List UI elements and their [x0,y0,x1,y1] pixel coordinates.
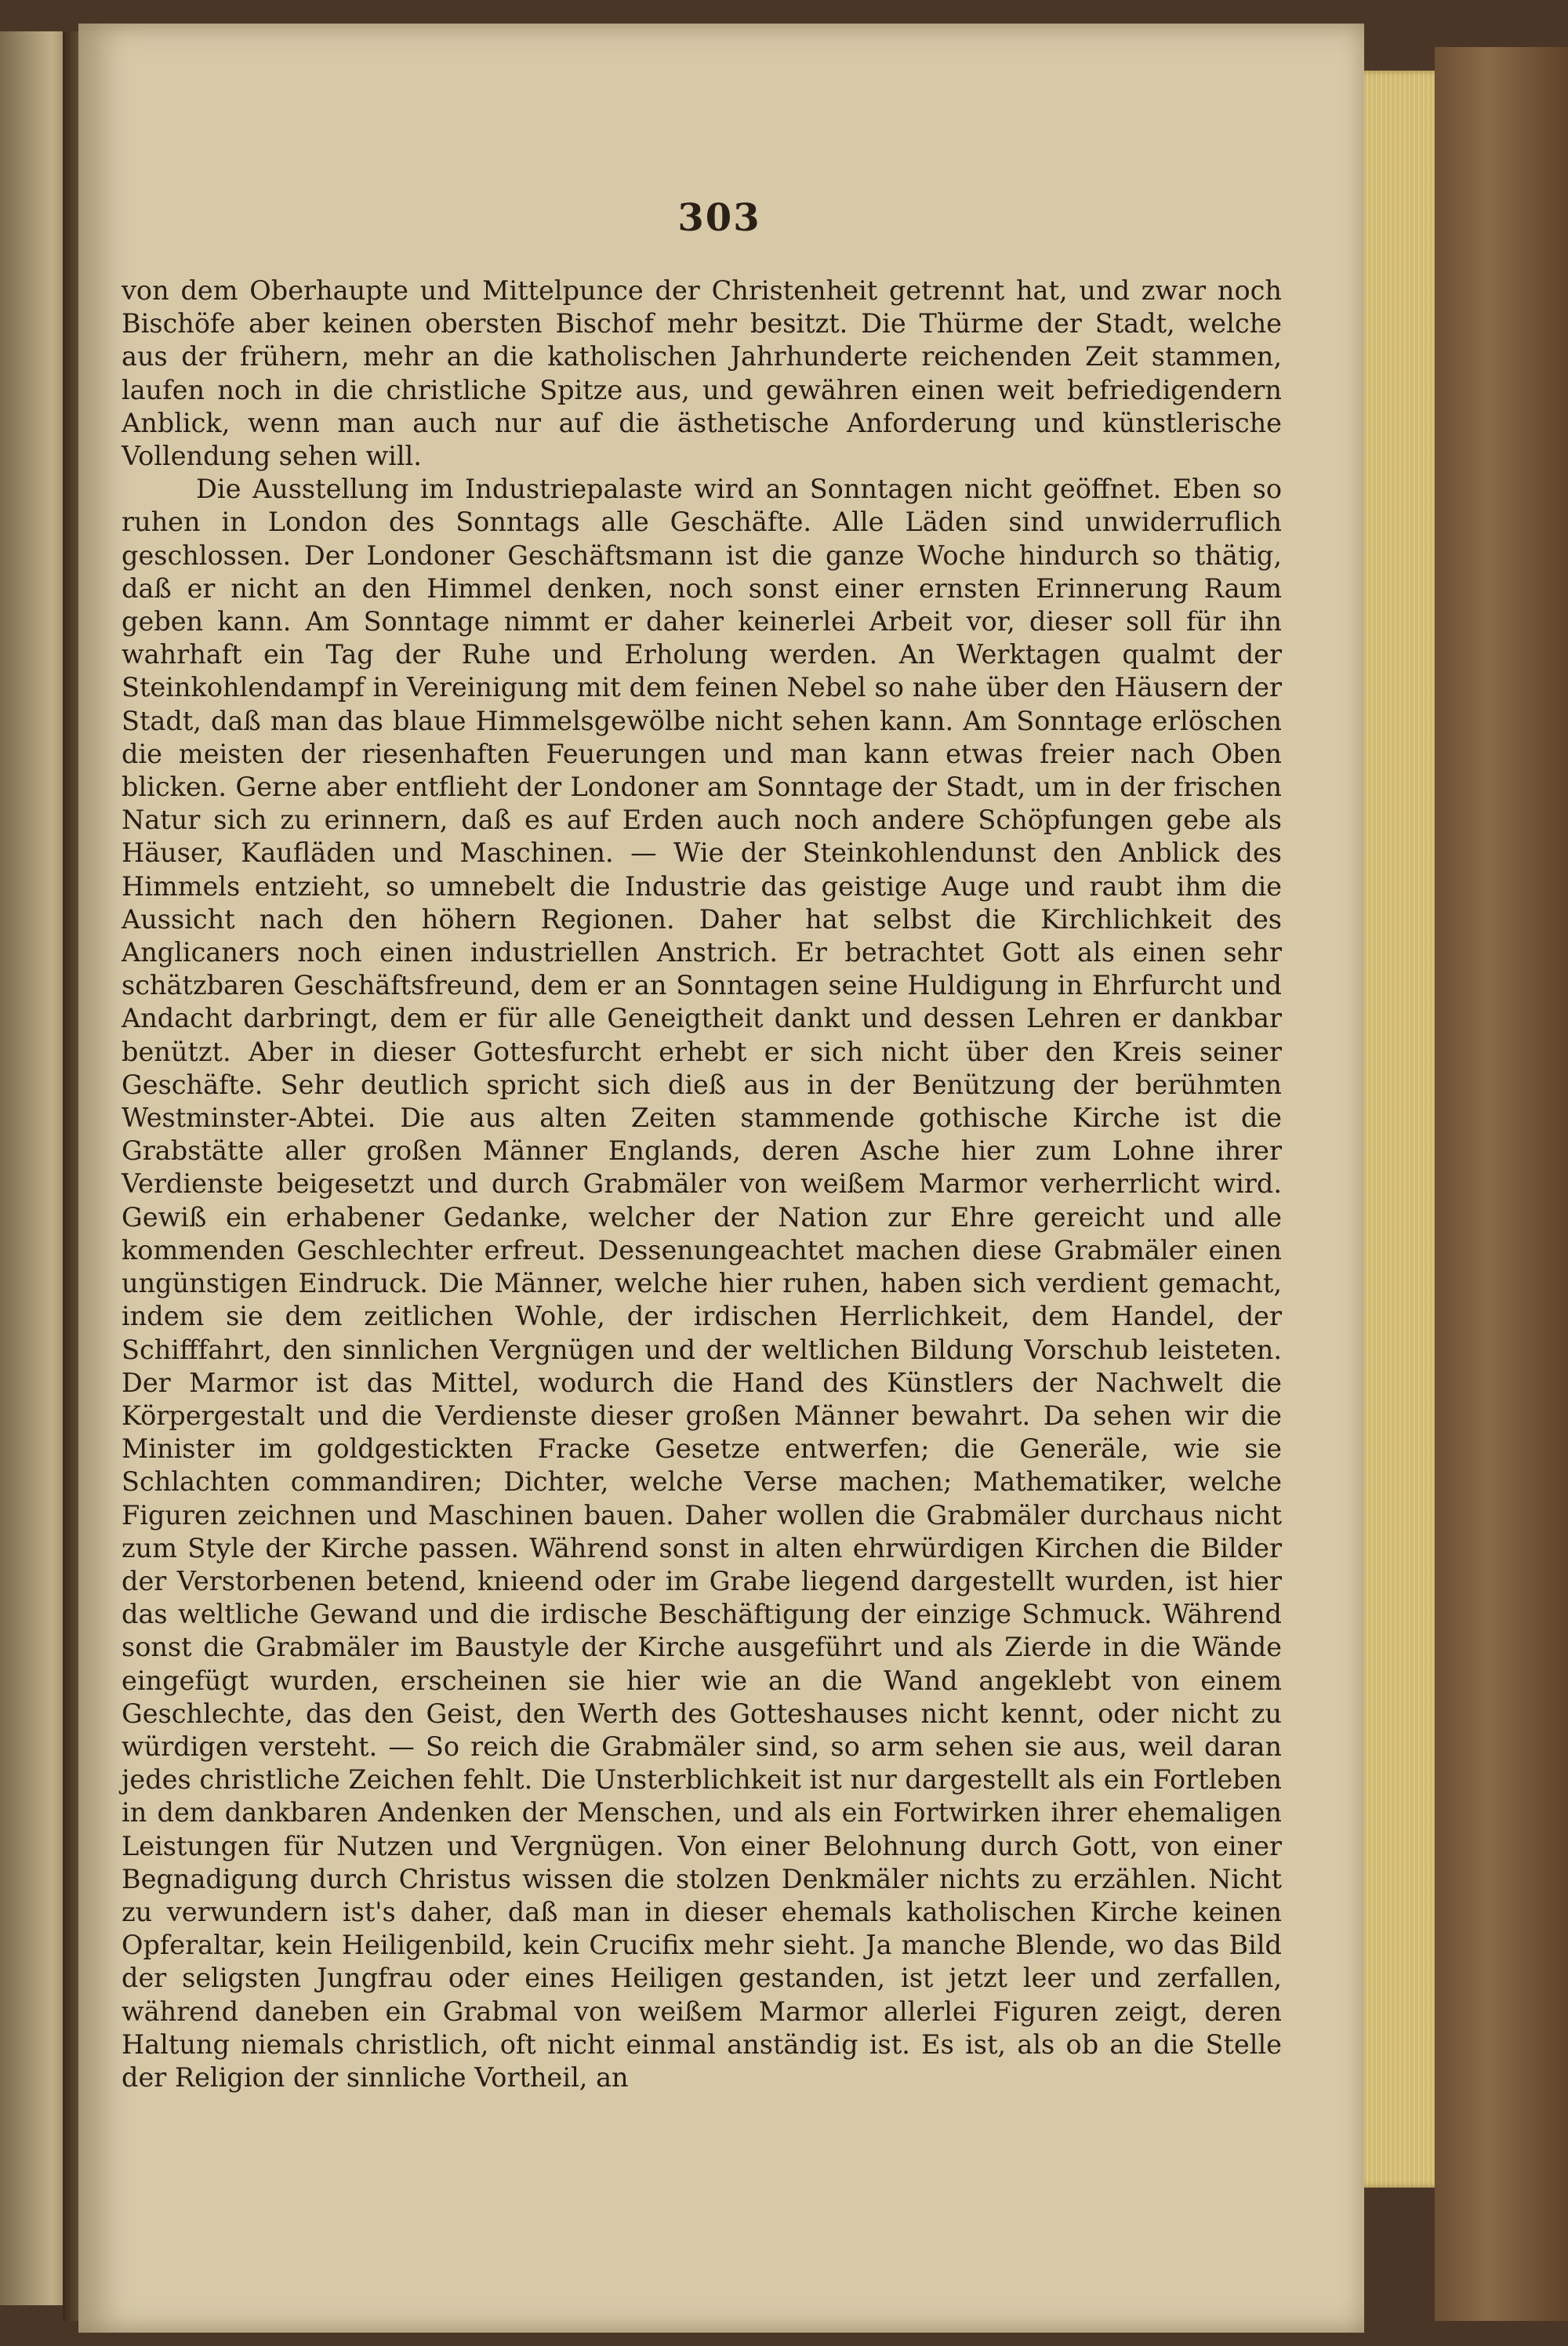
paragraph: von dem Oberhaupte und Mittelpunce der Christenheit getrennt hat, und zwar noch Bischöfe aber keinen obersten Bischof mehr besitzt. Die Thürme der Stadt, welche aus der frühern, mehr an die katholischen Jahrhunderte reichenden Zeit stammen, laufen noch in die christliche Spitze aus, und gewähren einen weit befriedigendern Anblick, wenn man auch nur auf die ästhetische Anforderung und künstlerische Vollendung sehen will. [122,275,1282,472]
book-cover-edge [1435,47,1568,2321]
paragraph: Die Ausstellung im Industriepalaste wird an Sonntagen nicht geöffnet. Eben so ruhen in London des Sonntags alle Geschäfte. Alle Läden sind unwiderruflich geschlossen. Der Londoner Geschäftsmann ist die ganze Woche hindurch so thätig, daß er nicht an den Himmel denken, noch sonst einer ernsten Erinnerung Raum geben kann. Am Sonntage nimmt er daher keinerlei Arbeit vor, dieser soll für ihn wahrhaft ein Tag der Ruhe und Erholung werden. An Werktagen qualmt der Steinkohlendampf in Vereinigung mit dem feinen Nebel so nahe über den Häusern der Stadt, daß man das blaue Himmelsgewölbe nicht sehen kann. Am Sonntage erlöschen die meisten der riesenhaften Feuerungen und man kann etwas freier nach Oben blicken. Gerne aber entflieht der Londoner am Sonntage der Stadt, um in der frischen Natur sich zu erinnern, daß es auf Erden auch noch andere Schöpfungen gebe als Häuser, Kaufläden und Maschinen. — Wie der Steinkohlendunst den Anblick des Himmels entzieht, so umnebelt die Industrie das geistige Auge und raubt ihm die Aussicht nach den höhern Regionen. Daher hat selbst die Kirchlichkeit des Anglicaners noch einen industriellen Anstrich. Er betrachtet Gott als einen sehr schätzbaren Geschäftsfreund, dem er an Sonntagen seine Huldigung in Ehrfurcht und Andacht darbringt, dem er für alle Geneigtheit dankt und dessen Lehren er dankbar benützt. Aber in dieser Gottesfurcht erhebt er sich nicht über den Kreis seiner Geschäfte. Sehr deutlich spricht sich dieß aus in der Benützung der berühmten Westminster-Abtei. Die aus alten Zeiten stammende gothische Kirche ist die Grabstätte aller großen Männer Englands, deren Asche hier zum Lohne ihrer Verdienste beigesetzt und durch Grabmäler von weißem Marmor verherrlicht wird. Gewiß ein erhabener Gedanke, welcher der Nation zur Ehre gereicht und alle kommenden Geschlechter erfreut. Dessenungeachtet machen diese Grabmäler einen ungünstigen Eindruck. Die Männer, welche hier ruhen, haben sich verdient gemacht, indem sie dem zeitlichen Wohle, der irdischen Herrlichkeit, dem Handel, der Schifffahrt, den sinnlichen Vergnügen und der weltlichen Bildung Vorschub leisteten. Der Marmor ist das Mittel, wodurch die Hand des Künstlers der Nachwelt die Körpergestalt und die Verdienste dieser großen Männer bewahrt. Da sehen wir die Minister im goldgestickten Fracke Gesetze entwerfen; die Generäle, wie sie Schlachten commandiren; Dichter, welche Verse machen; Mathematiker, welche Figuren zeichnen und Maschinen bauen. Daher wollen die Grabmäler durchaus nicht zum Style der Kirche passen. Während sonst in alten ehrwürdigen Kirchen die Bilder der Verstorbenen betend, knieend oder im Grabe liegend dargestellt wurden, ist hier das weltliche Gewand und die irdische Beschäftigung der einzige Schmuck. Während sonst die Grabmäler im Baustyle der Kirche ausgeführt und als Zierde in die Wände eingefügt wurden, erscheinen sie hier wie an die Wand angeklebt von einem Geschlechte, das den Geist, den Werth des Gotteshauses nicht kennt, oder nicht zu würdigen versteht. — So reich die Grabmäler sind, so arm sehen sie aus, weil daran jedes christliche Zeichen fehlt. Die Unsterblichkeit ist nur dargestellt als ein Fortleben in dem dankbaren Andenken der Menschen, und als ein Fortwirken ihrer ehemaligen Leistungen für Nutzen und Vergnügen. Von einer Belohnung durch Gott, von einer Begnadigung durch Christus wissen die stolzen Denkmäler nichts zu erzählen. Nicht zu verwundern ist's daher, daß man in dieser ehemals katholischen Kirche keinen Opferaltar, kein Heiligenbild, kein Crucifix mehr sieht. Ja manche Blende, wo das Bild der seligsten Jungfrau oder eines Heiligen gestanden, ist jetzt leer und zerfallen, während daneben ein Grabmal von weißem Marmor allerlei Figuren zeigt, deren Haltung niemals christlich, oft nicht einmal anständig ist. Es ist, als ob an die Stelle der Religion der sinnliche Vortheil, an [122,474,1282,2093]
page-stack-edge [1364,71,1443,2188]
body-text [122,274,1282,2094]
page-number: 303 [677,196,761,240]
